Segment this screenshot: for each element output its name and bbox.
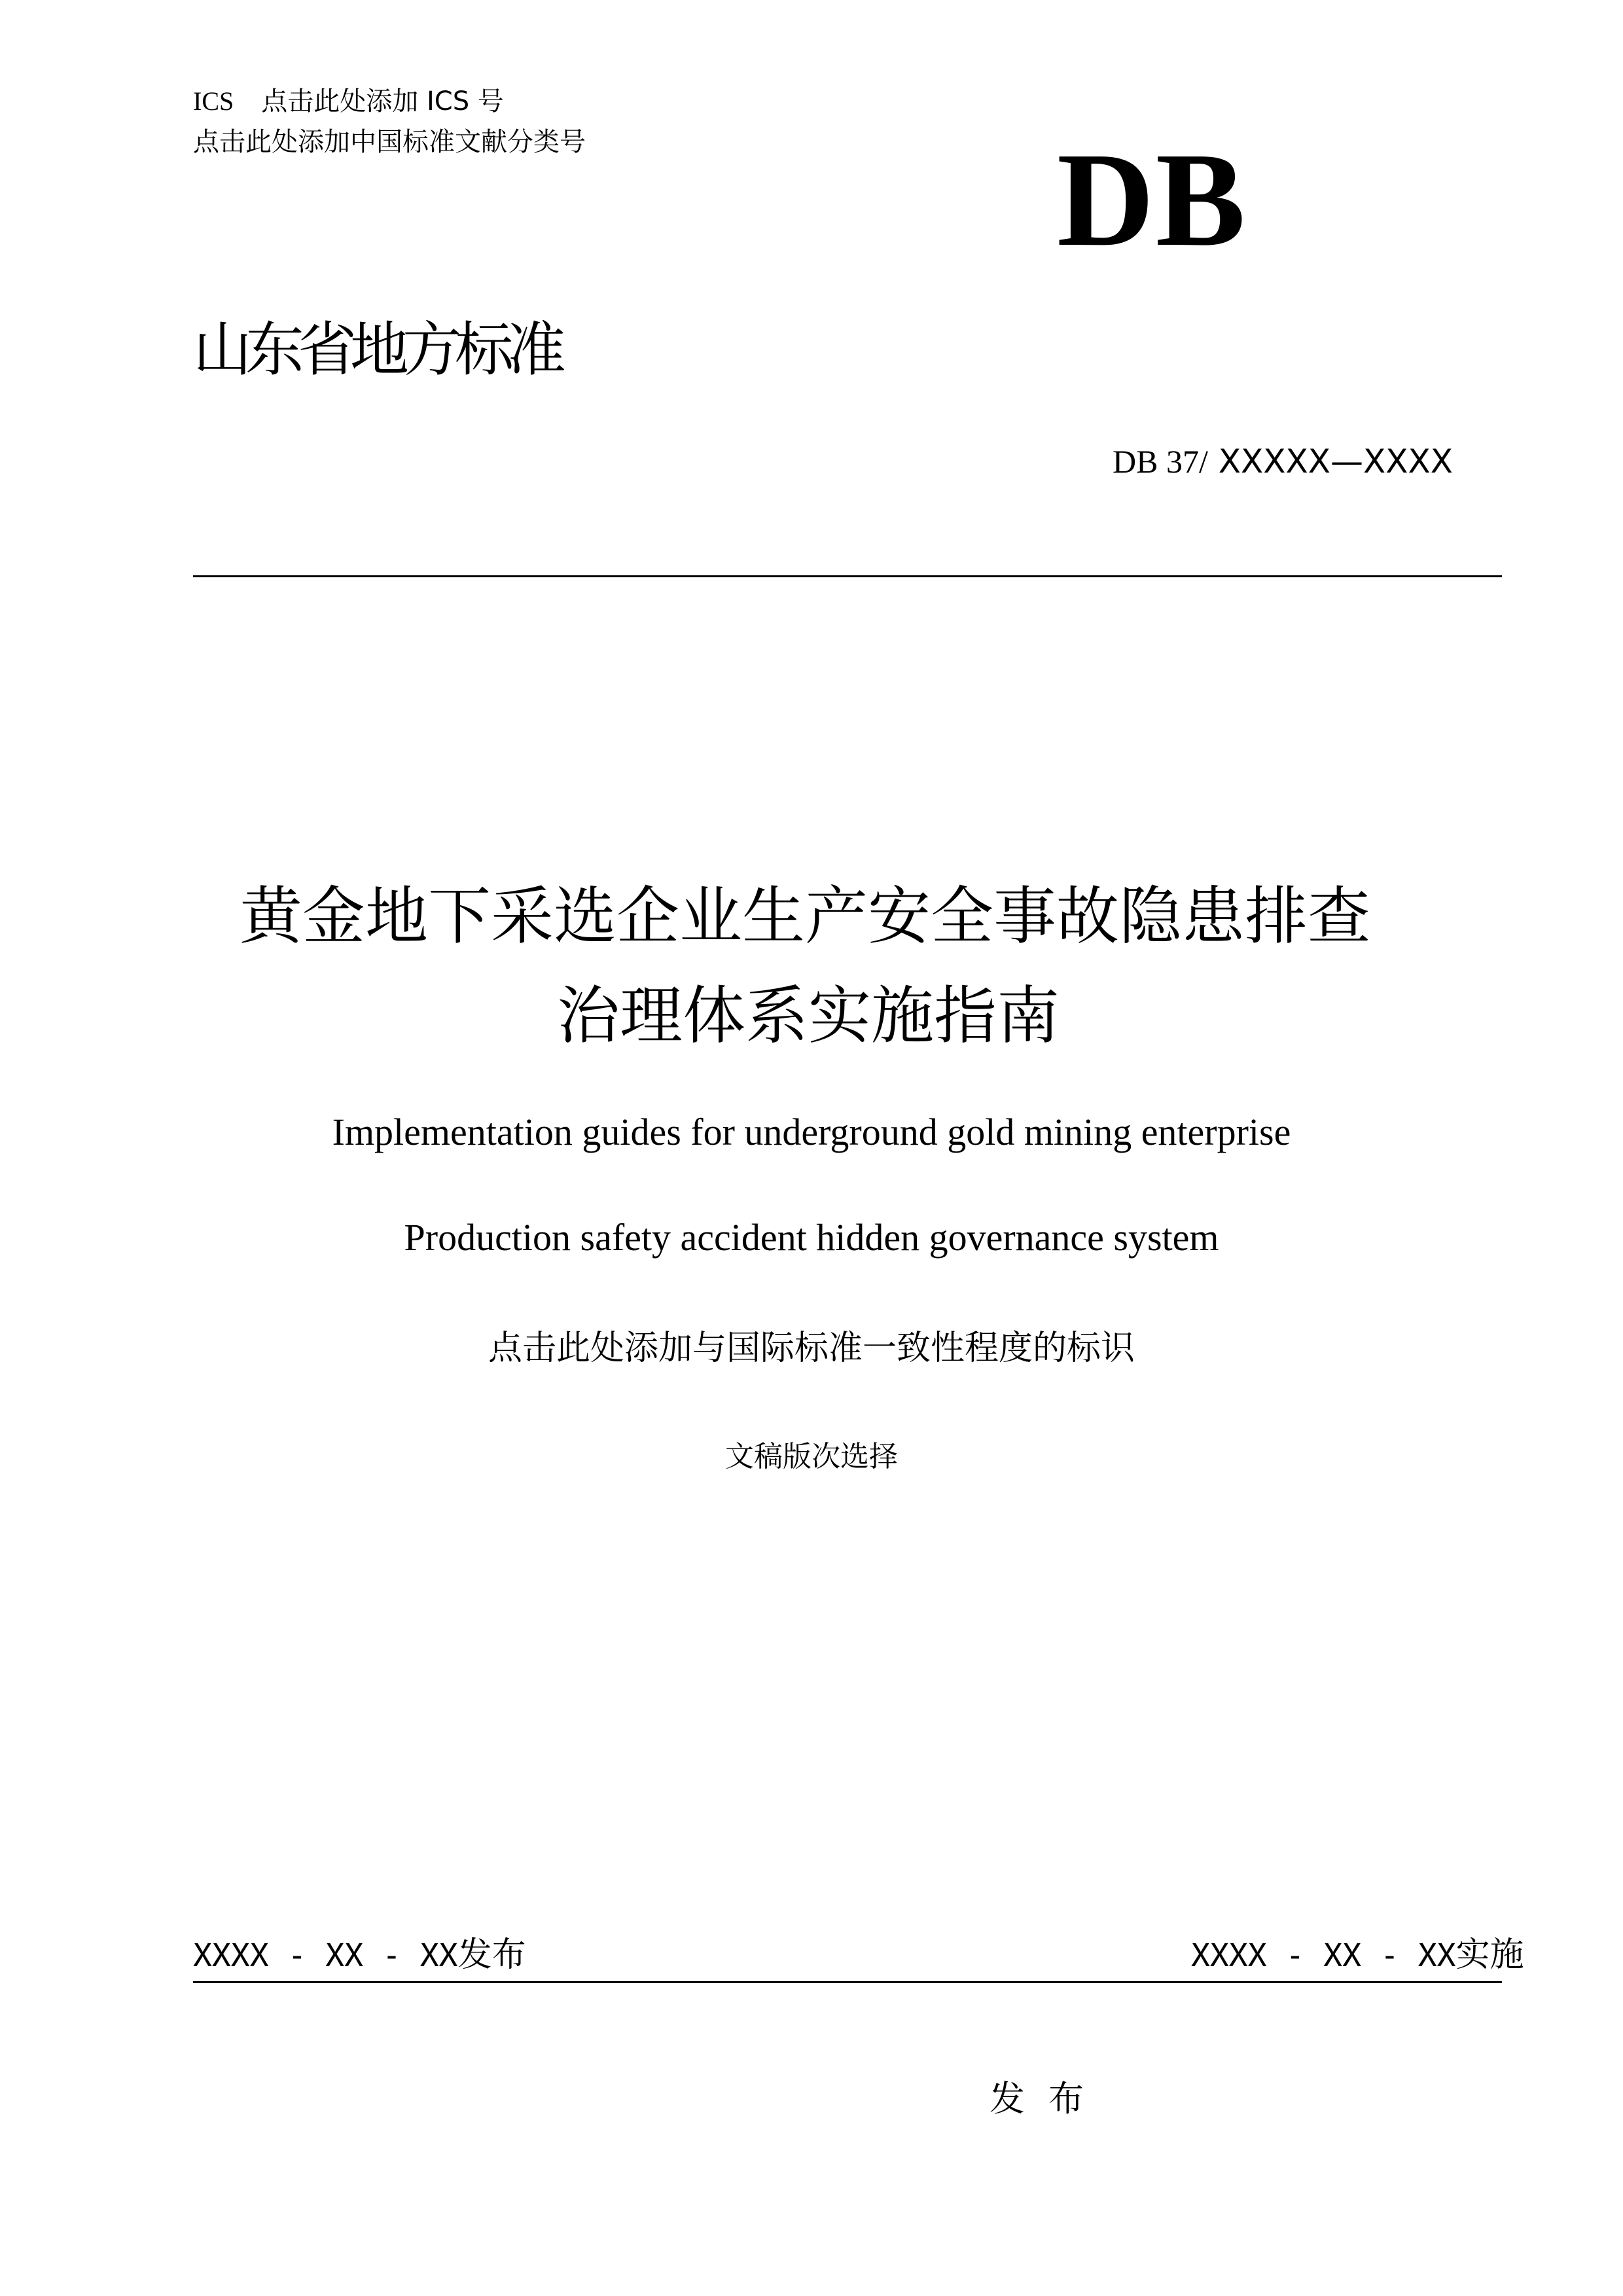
chinese-title-line-1: 黄金地下采选企业生产安全事故隐患排查 [240, 880, 1370, 953]
standard-number [1113, 440, 1453, 483]
ccs-classification-placeholder[interactable]: 点击此处添加中国标准文献分类号 [193, 127, 586, 157]
issue-date-label: 发布 [457, 1935, 526, 1975]
implementation-date [1191, 1932, 1524, 1979]
standard-number-value[interactable]: XXXXX—XXXX [1218, 442, 1454, 480]
bottom-divider [193, 1981, 1502, 1983]
implementation-date-label: 实施 [1455, 1935, 1524, 1975]
db-logo: DB [1057, 124, 1247, 274]
ics-prefix: ICS [193, 86, 234, 116]
chinese-title-line-2: 治理体系实施指南 [557, 979, 1060, 1052]
issue-date [193, 1932, 526, 1979]
issue-date-value[interactable]: XXXX - XX - XX [193, 1937, 458, 1974]
publisher-label: 发布 [990, 2078, 1107, 2119]
ics-number-placeholder[interactable]: 点击此处添加 ICS 号 [261, 86, 504, 117]
english-title-line-2: Production safety accident hidden governance system [404, 1216, 1219, 1259]
standard-number-prefix: DB 37/ [1113, 443, 1208, 480]
standard-category: 山东省地方标准 [193, 315, 560, 384]
conformance-placeholder[interactable]: 点击此处添加与国际标准一致性程度的标识 [488, 1329, 1135, 1368]
implementation-date-value[interactable]: XXXX - XX - XX [1191, 1937, 1456, 1974]
ics-line [193, 84, 504, 119]
top-divider [193, 575, 1502, 577]
english-title-line-1: Implementation guides for underground gold mining enterprise [332, 1111, 1291, 1153]
draft-version-selector[interactable]: 文稿版次选择 [725, 1440, 898, 1473]
